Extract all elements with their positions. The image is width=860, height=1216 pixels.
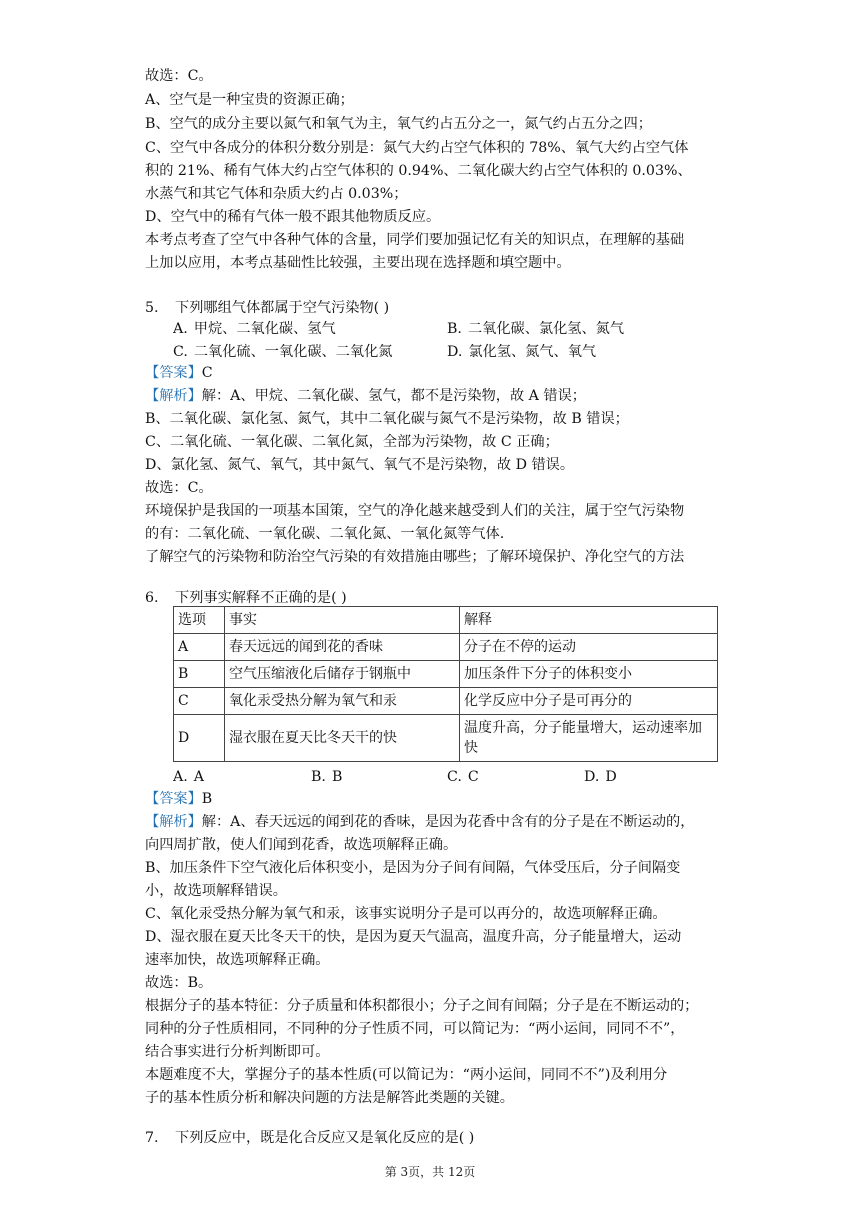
table-cell: D xyxy=(174,715,225,762)
text-line: 环境保护是我国的一项基本国策，空气的净化越来越受到人们的关注，属于空气污染物 xyxy=(145,503,685,519)
table-cell: A xyxy=(174,634,225,661)
option-a xyxy=(173,319,336,339)
table-cell: 春天远远的闻到花的香味 xyxy=(225,634,460,661)
answer-line xyxy=(145,363,213,383)
analysis-tag: 【解析】 xyxy=(145,814,202,830)
table-cell: B xyxy=(174,661,225,688)
text-line: 积的 21%、稀有气体大约占空气体积的 0.94%、二氧化碳大约占空气体积的 0.03%、 xyxy=(145,163,692,179)
text-line: C、空气中各成分的体积分数分别是：氮气大约占空气体积的 78%、氧气大约占空气体 xyxy=(145,140,689,156)
text-line: 小，故选项解释错误。 xyxy=(145,883,287,899)
text-line: B、空气的成分主要以氮气和氧气为主，氧气约占五分之一，氮气约占五分之四； xyxy=(145,116,652,132)
answer-value: B xyxy=(201,791,213,807)
analysis-line xyxy=(145,812,694,832)
table-header-cell: 事实 xyxy=(225,607,460,634)
table-row xyxy=(174,634,718,661)
table-cell: 加压条件下分子的体积变小 xyxy=(460,661,718,688)
table-row xyxy=(174,715,718,762)
text-line: C、二氧化硫、一氧化碳、二氧化氮，全部为污染物，故 C 正确； xyxy=(145,434,559,450)
table-cell: 温度升高，分子能量增大，运动速率加快 xyxy=(460,715,718,762)
table-row xyxy=(174,688,718,715)
analysis-text: 解：A、春天远远的闻到花的香味，是因为花香中含有的分子是在不断运动的， xyxy=(201,814,695,830)
option-letter: B. xyxy=(447,321,462,337)
option-c xyxy=(173,342,393,362)
text-line: 故选：B。 xyxy=(145,975,213,991)
answer-value: C xyxy=(201,365,213,381)
answer-tag: 【答案】 xyxy=(145,791,202,807)
option-text: C xyxy=(467,769,479,785)
text-line: 本题难度不大，掌握分子的基本性质(可以简记为：“两小运间，同同不不”)及利用分 xyxy=(145,1067,668,1083)
option-text: 氯化氢、氮气、氧气 xyxy=(468,344,597,360)
option-letter: B. xyxy=(311,769,326,785)
table-header-cell: 选项 xyxy=(174,607,225,634)
question-number: 5. xyxy=(145,300,159,316)
text-line: 子的基本性质分析和解决问题的方法是解答此类题的关键。 xyxy=(145,1090,514,1106)
table-row xyxy=(174,661,718,688)
text-line: 本考点考查了空气中各种气体的含量，同学们要加强记忆有关的知识点，在理解的基础 xyxy=(145,232,685,248)
option-text: A xyxy=(193,769,205,785)
option-letter: D. xyxy=(447,344,463,360)
text-line: D、氯化氢、氮气、氧气，其中氮气、氧气不是污染物，故 D 错误。 xyxy=(145,457,575,473)
text-line: 故选：C。 xyxy=(145,68,213,84)
option-d xyxy=(447,342,596,362)
analysis-line xyxy=(145,386,586,406)
text-line: 同种的分子性质相同，不同种的分子性质不同，可以简记为：“两小运间，同同不不”， xyxy=(145,1021,685,1037)
option-text: B xyxy=(331,769,343,785)
table-cell: C xyxy=(174,688,225,715)
answer-line xyxy=(145,789,212,809)
option-c xyxy=(447,767,479,787)
option-b xyxy=(447,319,624,339)
text-line: D、湿衣服在夏天比冬天干的快，是因为夏天气温高，温度升高，分子能量增大，运动 xyxy=(145,929,682,945)
text-line: 水蒸气和其它气体和杂质大约占 0.03%； xyxy=(145,186,408,202)
text-line: B、加压条件下空气液化后体积变小，是因为分子间有间隔，气体受压后，分子间隔变 xyxy=(145,860,681,876)
text-line: 速率加快，故选项解释正确。 xyxy=(145,952,330,968)
text-line: 上加以应用，本考点基础性比较强，主要出现在选择题和填空题中。 xyxy=(145,255,571,271)
table-cell: 湿衣服在夏天比冬天干的快 xyxy=(225,715,460,762)
table-cell: 氧化汞受热分解为氧气和汞 xyxy=(225,688,460,715)
table-header-row xyxy=(174,607,718,634)
table-cell: 分子在不停的运动 xyxy=(460,634,718,661)
question-text: 下列哪组气体都属于空气污染物( ) xyxy=(175,300,390,316)
text-line: B、二氧化碳、氯化氢、氮气，其中二氧化碳与氮气不是污染物，故 B 错误； xyxy=(145,411,629,427)
analysis-tag: 【解析】 xyxy=(145,388,202,404)
text-line: 故选：C。 xyxy=(145,480,213,496)
text-line: 了解空气的污染物和防治空气污染的有效措施由哪些；了解环境保护、净化空气的方法 xyxy=(145,549,685,565)
option-text: 二氧化碳、氯化氢、氮气 xyxy=(467,321,625,337)
text-line: D、空气中的稀有气体一般不跟其他物质反应。 xyxy=(145,209,441,225)
answer-tag: 【答案】 xyxy=(145,365,202,381)
question-number: 7. xyxy=(145,1130,159,1146)
question-number: 6. xyxy=(145,590,159,606)
option-letter: A. xyxy=(173,769,188,785)
option-letter: A. xyxy=(173,321,188,337)
text-line: 向四周扩散，使人们闻到花香，故选项解释正确。 xyxy=(145,837,458,853)
option-b xyxy=(311,767,342,787)
option-text: D xyxy=(605,769,617,785)
option-text: 甲烷、二氧化碳、氢气 xyxy=(193,321,336,337)
table-header-cell: 解释 xyxy=(460,607,718,634)
question-text: 下列反应中，既是化合反应又是氧化反应的是( ) xyxy=(175,1130,475,1146)
table-cell: 空气压缩液化后储存于钢瓶中 xyxy=(225,661,460,688)
option-letter: C. xyxy=(173,344,188,360)
page-footer: 第 3页，共 12页 xyxy=(384,1165,476,1179)
text-line: 根据分子的基本特征：分子质量和体积都很小；分子之间有间隔；分子是在不断运动的； xyxy=(145,998,699,1014)
option-d xyxy=(584,767,617,787)
text-line: A、空气是一种宝贵的资源正确； xyxy=(145,92,354,108)
option-a xyxy=(173,767,204,787)
option-letter: D. xyxy=(584,769,600,785)
table-cell: 化学反应中分子是可再分的 xyxy=(460,688,718,715)
question-text: 下列事实解释不正确的是( ) xyxy=(175,590,347,606)
option-letter: C. xyxy=(447,769,462,785)
analysis-text: 解：A、甲烷、二氧化碳、氢气，都不是污染物，故 A 错误； xyxy=(201,388,586,404)
facts-table xyxy=(173,606,718,762)
text-line: C、氧化汞受热分解为氧气和汞，该事实说明分子是可以再分的，故选项解释正确。 xyxy=(145,906,667,922)
text-line: 的有：二氧化硫、一氧化碳、二氧化氮、一氧化氮等气体. xyxy=(145,526,505,542)
text-line: 结合事实进行分析判断即可。 xyxy=(145,1044,330,1060)
option-text: 二氧化硫、一氧化碳、二氧化氮 xyxy=(193,344,393,360)
